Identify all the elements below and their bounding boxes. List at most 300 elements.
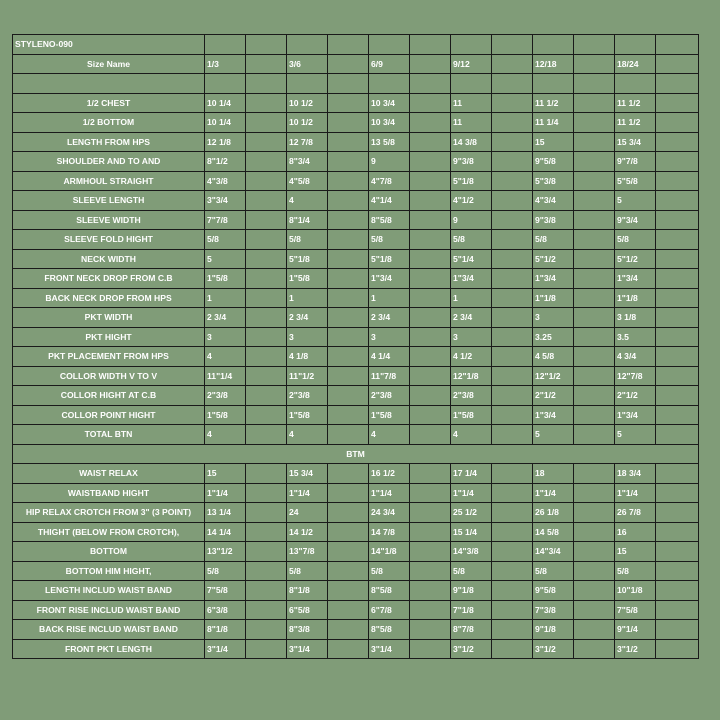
measurement-value: 7"1/8: [451, 600, 492, 620]
size-header: 9/12: [451, 54, 492, 74]
empty-cell: [246, 639, 287, 659]
empty-cell: [410, 249, 451, 269]
empty-cell: [328, 54, 369, 74]
empty-cell: [328, 620, 369, 640]
measurement-value: 1"1/4: [369, 483, 410, 503]
measurement-value: 14"3/8: [451, 542, 492, 562]
measurement-value: 8"5/8: [369, 210, 410, 230]
measurement-row: [13, 269, 699, 289]
measurement-value: 9"7/8: [615, 152, 656, 172]
measurement-value: 5/8: [369, 561, 410, 581]
empty-cell: [492, 308, 533, 328]
empty-cell: [656, 35, 699, 55]
empty-cell: [451, 35, 492, 55]
measurement-value: 4 1/4: [369, 347, 410, 367]
empty-cell: [328, 288, 369, 308]
empty-cell: [328, 581, 369, 601]
measurement-value: 14 1/2: [287, 522, 328, 542]
empty-cell: [246, 600, 287, 620]
measurement-value: 2 3/4: [369, 308, 410, 328]
measurement-row: [13, 113, 699, 133]
measurement-value: 3"1/4: [205, 639, 246, 659]
measurement-value: 3: [533, 308, 574, 328]
empty-cell: [492, 620, 533, 640]
measurement-label: TOTAL BTN: [13, 425, 205, 445]
empty-cell: [410, 308, 451, 328]
empty-cell: [328, 93, 369, 113]
empty-cell: [574, 522, 615, 542]
measurement-value: 25 1/2: [451, 503, 492, 523]
size-header: 3/6: [287, 54, 328, 74]
empty-cell: [246, 581, 287, 601]
measurement-label: BOTTOM HIM HIGHT,: [13, 561, 205, 581]
empty-cell: [246, 288, 287, 308]
empty-cell: [574, 171, 615, 191]
empty-cell: [574, 620, 615, 640]
measurement-value: 5"5/8: [615, 171, 656, 191]
measurement-value: 1"5/8: [205, 269, 246, 289]
empty-cell: [451, 74, 492, 94]
measurement-label: 1/2 BOTTOM: [13, 113, 205, 133]
empty-cell: [656, 639, 699, 659]
measurement-row: [13, 93, 699, 113]
empty-cell: [328, 542, 369, 562]
measurement-value: 9"5/8: [533, 152, 574, 172]
measurement-label: COLLOR HIGHT AT C.B: [13, 386, 205, 406]
empty-cell: [492, 230, 533, 250]
measurement-value: 15 3/4: [615, 132, 656, 152]
empty-cell: [574, 503, 615, 523]
measurement-value: 2"3/8: [205, 386, 246, 406]
measurement-value: 9"1/8: [451, 581, 492, 601]
empty-cell: [246, 269, 287, 289]
empty-cell: [574, 405, 615, 425]
measurement-value: 8"1/8: [205, 620, 246, 640]
measurement-value: 11"1/2: [287, 366, 328, 386]
empty-cell: [656, 347, 699, 367]
empty-cell: [246, 405, 287, 425]
empty-cell: [574, 152, 615, 172]
empty-cell: [656, 522, 699, 542]
empty-cell: [410, 152, 451, 172]
empty-cell: [246, 230, 287, 250]
measurement-row: [13, 308, 699, 328]
measurement-value: 13 1/4: [205, 503, 246, 523]
empty-cell: [328, 503, 369, 523]
empty-cell: [492, 600, 533, 620]
empty-cell: [492, 191, 533, 211]
empty-cell: [246, 249, 287, 269]
empty-cell: [246, 561, 287, 581]
measurement-label: PKT PLACEMENT FROM HPS: [13, 347, 205, 367]
measurement-value: 10 1/4: [205, 113, 246, 133]
measurement-label: SHOULDER AND TO AND: [13, 152, 205, 172]
measurement-label: BACK RISE INCLUD WAIST BAND: [13, 620, 205, 640]
measurement-value: 3"3/4: [205, 191, 246, 211]
measurement-value: 11"7/8: [369, 366, 410, 386]
empty-cell: [328, 327, 369, 347]
measurement-value: 4: [205, 425, 246, 445]
empty-cell: [328, 113, 369, 133]
measurement-value: 5"1/2: [533, 249, 574, 269]
measurement-row: [13, 425, 699, 445]
measurement-row: [13, 639, 699, 659]
measurement-value: 5"1/8: [287, 249, 328, 269]
measurement-value: 5/8: [205, 230, 246, 250]
measurement-value: 8"1/8: [287, 581, 328, 601]
measurement-value: 1"3/4: [451, 269, 492, 289]
measurement-row: [13, 600, 699, 620]
empty-cell: [246, 503, 287, 523]
empty-cell: [13, 74, 205, 94]
empty-cell: [656, 600, 699, 620]
empty-cell: [328, 522, 369, 542]
measurement-label: FRONT PKT LENGTH: [13, 639, 205, 659]
measurement-row: [13, 581, 699, 601]
empty-cell: [410, 581, 451, 601]
measurement-label: BACK NECK DROP FROM HPS: [13, 288, 205, 308]
measurement-value: 11 1/2: [615, 113, 656, 133]
empty-cell: [492, 152, 533, 172]
empty-cell: [574, 269, 615, 289]
empty-cell: [574, 288, 615, 308]
empty-cell: [656, 74, 699, 94]
empty-cell: [246, 522, 287, 542]
measurement-value: 8"1/4: [287, 210, 328, 230]
style-number: STYLENO-090: [13, 35, 205, 55]
measurement-value: 3"1/4: [369, 639, 410, 659]
empty-cell: [246, 347, 287, 367]
measurement-label: PKT HIGHT: [13, 327, 205, 347]
empty-cell: [287, 35, 328, 55]
empty-cell: [205, 74, 246, 94]
measurement-label: LENGTH INCLUD WAIST BAND: [13, 581, 205, 601]
measurement-label: BOTTOM: [13, 542, 205, 562]
empty-cell: [410, 600, 451, 620]
measurement-value: 9"1/4: [615, 620, 656, 640]
measurement-row: [13, 464, 699, 484]
empty-cell: [492, 581, 533, 601]
measurement-row: [13, 561, 699, 581]
section-row: [13, 444, 699, 464]
measurement-value: 13"7/8: [287, 542, 328, 562]
empty-cell: [328, 366, 369, 386]
measurement-value: 11: [451, 93, 492, 113]
empty-cell: [574, 308, 615, 328]
empty-cell: [656, 366, 699, 386]
empty-cell: [246, 171, 287, 191]
empty-cell: [410, 620, 451, 640]
empty-cell: [410, 230, 451, 250]
measurement-value: 5/8: [533, 561, 574, 581]
empty-cell: [328, 425, 369, 445]
empty-cell: [492, 561, 533, 581]
measurement-row: [13, 230, 699, 250]
empty-cell: [533, 74, 574, 94]
measurement-value: 4 3/4: [615, 347, 656, 367]
empty-cell: [246, 113, 287, 133]
measurement-label: THIGHT (BELOW FROM CROTCH),: [13, 522, 205, 542]
empty-cell: [328, 405, 369, 425]
empty-cell: [574, 327, 615, 347]
measurement-value: 5: [205, 249, 246, 269]
measurement-value: 15 3/4: [287, 464, 328, 484]
empty-cell: [492, 54, 533, 74]
size-header: 6/9: [369, 54, 410, 74]
measurement-value: 8"1/2: [205, 152, 246, 172]
measurement-value: 5/8: [615, 561, 656, 581]
empty-cell: [492, 503, 533, 523]
measurement-value: 5/8: [533, 230, 574, 250]
empty-cell: [246, 386, 287, 406]
measurement-value: 1"5/8: [287, 405, 328, 425]
measurement-value: 5"1/8: [369, 249, 410, 269]
empty-cell: [246, 366, 287, 386]
empty-cell: [410, 35, 451, 55]
measurement-value: 1"5/8: [287, 269, 328, 289]
measurement-label: HIP RELAX CROTCH FROM 3" (3 POINT): [13, 503, 205, 523]
measurement-value: 14 3/8: [451, 132, 492, 152]
measurement-value: 6"5/8: [287, 600, 328, 620]
empty-cell: [533, 35, 574, 55]
empty-cell: [656, 620, 699, 640]
empty-cell: [615, 74, 656, 94]
measurement-value: 1"3/4: [533, 269, 574, 289]
empty-cell: [656, 93, 699, 113]
measurement-value: 2"3/8: [451, 386, 492, 406]
measurement-value: 1"1/8: [533, 288, 574, 308]
measurement-value: 5: [533, 425, 574, 445]
measurement-value: 3"1/4: [287, 639, 328, 659]
measurement-value: 1: [287, 288, 328, 308]
empty-cell: [328, 639, 369, 659]
measurement-value: 1"3/4: [615, 405, 656, 425]
measurement-value: 9"1/8: [533, 620, 574, 640]
measurement-value: 1: [369, 288, 410, 308]
measurement-value: 8"5/8: [369, 620, 410, 640]
measurement-value: 4"3/8: [205, 171, 246, 191]
empty-cell: [246, 132, 287, 152]
empty-cell: [656, 561, 699, 581]
empty-cell: [574, 386, 615, 406]
measurement-value: 4: [287, 191, 328, 211]
measurement-value: 5/8: [451, 230, 492, 250]
measurement-value: 7"5/8: [615, 600, 656, 620]
empty-cell: [656, 171, 699, 191]
measurement-label: LENGTH FROM HPS: [13, 132, 205, 152]
empty-cell: [410, 74, 451, 94]
measurement-label: PKT WIDTH: [13, 308, 205, 328]
measurement-row: [13, 132, 699, 152]
measurement-value: 5/8: [287, 230, 328, 250]
empty-cell: [410, 425, 451, 445]
empty-cell: [574, 132, 615, 152]
measurement-value: 5"1/2: [615, 249, 656, 269]
measurement-value: 4"1/2: [451, 191, 492, 211]
empty-cell: [574, 113, 615, 133]
measurement-row: [13, 366, 699, 386]
empty-cell: [656, 425, 699, 445]
empty-cell: [246, 74, 287, 94]
measurement-value: 9"3/4: [615, 210, 656, 230]
empty-cell: [328, 347, 369, 367]
empty-cell: [574, 425, 615, 445]
empty-cell: [328, 249, 369, 269]
measurement-value: 10 3/4: [369, 93, 410, 113]
measurement-row: [13, 405, 699, 425]
measurement-row: [13, 327, 699, 347]
measurement-row: [13, 152, 699, 172]
measurement-label: FRONT RISE INCLUD WAIST BAND: [13, 600, 205, 620]
measurement-row: [13, 210, 699, 230]
style-row: [13, 35, 699, 55]
measurement-value: 15: [205, 464, 246, 484]
empty-cell: [492, 405, 533, 425]
measurement-value: 4 1/2: [451, 347, 492, 367]
measurement-value: 13"1/2: [205, 542, 246, 562]
empty-cell: [246, 54, 287, 74]
measurement-label: FRONT NECK DROP FROM C.B: [13, 269, 205, 289]
measurement-value: 3.25: [533, 327, 574, 347]
measurement-value: 4"1/4: [369, 191, 410, 211]
empty-cell: [656, 405, 699, 425]
measurement-value: 5: [615, 425, 656, 445]
empty-cell: [574, 191, 615, 211]
measurement-row: [13, 249, 699, 269]
empty-cell: [574, 600, 615, 620]
empty-cell: [656, 269, 699, 289]
empty-cell: [328, 464, 369, 484]
measurement-row: [13, 503, 699, 523]
measurement-value: 11: [451, 113, 492, 133]
empty-cell: [656, 386, 699, 406]
empty-cell: [492, 327, 533, 347]
size-name-label: Size Name: [13, 54, 205, 74]
measurement-value: 1"5/8: [369, 405, 410, 425]
measurement-value: 4"3/4: [533, 191, 574, 211]
empty-cell: [492, 347, 533, 367]
measurement-value: 8"3/8: [287, 620, 328, 640]
empty-cell: [492, 210, 533, 230]
empty-cell: [410, 561, 451, 581]
empty-cell: [410, 171, 451, 191]
empty-cell: [246, 483, 287, 503]
measurement-value: 11 1/4: [533, 113, 574, 133]
measurement-value: 15: [615, 542, 656, 562]
empty-cell: [410, 464, 451, 484]
measurement-row: [13, 620, 699, 640]
measurement-label: ARMHOUL STRAIGHT: [13, 171, 205, 191]
measurement-value: 4: [287, 425, 328, 445]
measurement-row: [13, 542, 699, 562]
empty-cell: [246, 93, 287, 113]
measurement-value: 5/8: [205, 561, 246, 581]
measurement-value: 6"3/8: [205, 600, 246, 620]
measurement-value: 26 7/8: [615, 503, 656, 523]
empty-cell: [656, 152, 699, 172]
measurement-value: 4"7/8: [369, 171, 410, 191]
measurement-label: SLEEVE WIDTH: [13, 210, 205, 230]
measurement-value: 3 1/8: [615, 308, 656, 328]
measurement-value: 5"1/8: [451, 171, 492, 191]
measurement-label: SLEEVE FOLD HIGHT: [13, 230, 205, 250]
empty-cell: [574, 230, 615, 250]
measurement-value: 9"5/8: [533, 581, 574, 601]
measurement-label: SLEEVE LENGTH: [13, 191, 205, 211]
empty-cell: [492, 366, 533, 386]
empty-cell: [328, 230, 369, 250]
measurement-value: 4: [451, 425, 492, 445]
empty-cell: [410, 639, 451, 659]
measurement-row: [13, 522, 699, 542]
measurement-value: 3"1/2: [451, 639, 492, 659]
empty-cell: [574, 561, 615, 581]
measurement-value: 3"1/2: [615, 639, 656, 659]
measurement-value: 4: [369, 425, 410, 445]
empty-cell: [369, 74, 410, 94]
size-header-row: [13, 54, 699, 74]
measurement-value: 4 1/8: [287, 347, 328, 367]
measurement-value: 2"3/8: [287, 386, 328, 406]
empty-cell: [656, 581, 699, 601]
empty-cell: [492, 288, 533, 308]
empty-cell: [410, 288, 451, 308]
measurement-value: 9: [369, 152, 410, 172]
measurement-value: 24: [287, 503, 328, 523]
measurement-value: 1"5/8: [205, 405, 246, 425]
empty-cell: [492, 425, 533, 445]
empty-cell: [246, 35, 287, 55]
measurement-value: 1"1/4: [615, 483, 656, 503]
measurement-value: 2 3/4: [451, 308, 492, 328]
measurement-value: 11 1/2: [615, 93, 656, 113]
empty-cell: [574, 483, 615, 503]
empty-cell: [328, 483, 369, 503]
empty-cell: [656, 308, 699, 328]
empty-cell: [656, 54, 699, 74]
size-header: 12/18: [533, 54, 574, 74]
empty-cell: [574, 210, 615, 230]
empty-cell: [574, 542, 615, 562]
empty-cell: [246, 425, 287, 445]
measurement-value: 7"3/8: [533, 600, 574, 620]
empty-cell: [328, 269, 369, 289]
empty-cell: [410, 347, 451, 367]
measurement-value: 2"1/2: [615, 386, 656, 406]
measurement-value: 9"3/8: [451, 152, 492, 172]
empty-cell: [369, 35, 410, 55]
empty-cell: [246, 308, 287, 328]
empty-cell: [328, 171, 369, 191]
empty-cell: [410, 386, 451, 406]
empty-cell: [492, 171, 533, 191]
empty-cell: [574, 581, 615, 601]
measurement-value: 12 7/8: [287, 132, 328, 152]
measurement-value: 26 1/8: [533, 503, 574, 523]
empty-cell: [574, 366, 615, 386]
empty-cell: [492, 464, 533, 484]
empty-cell: [328, 600, 369, 620]
empty-cell: [410, 483, 451, 503]
spacer-row: [13, 74, 699, 94]
measurement-value: 17 1/4: [451, 464, 492, 484]
measurement-value: 5/8: [287, 561, 328, 581]
empty-cell: [410, 366, 451, 386]
measurement-value: 18: [533, 464, 574, 484]
measurement-value: 2"3/8: [369, 386, 410, 406]
empty-cell: [656, 113, 699, 133]
empty-cell: [410, 522, 451, 542]
